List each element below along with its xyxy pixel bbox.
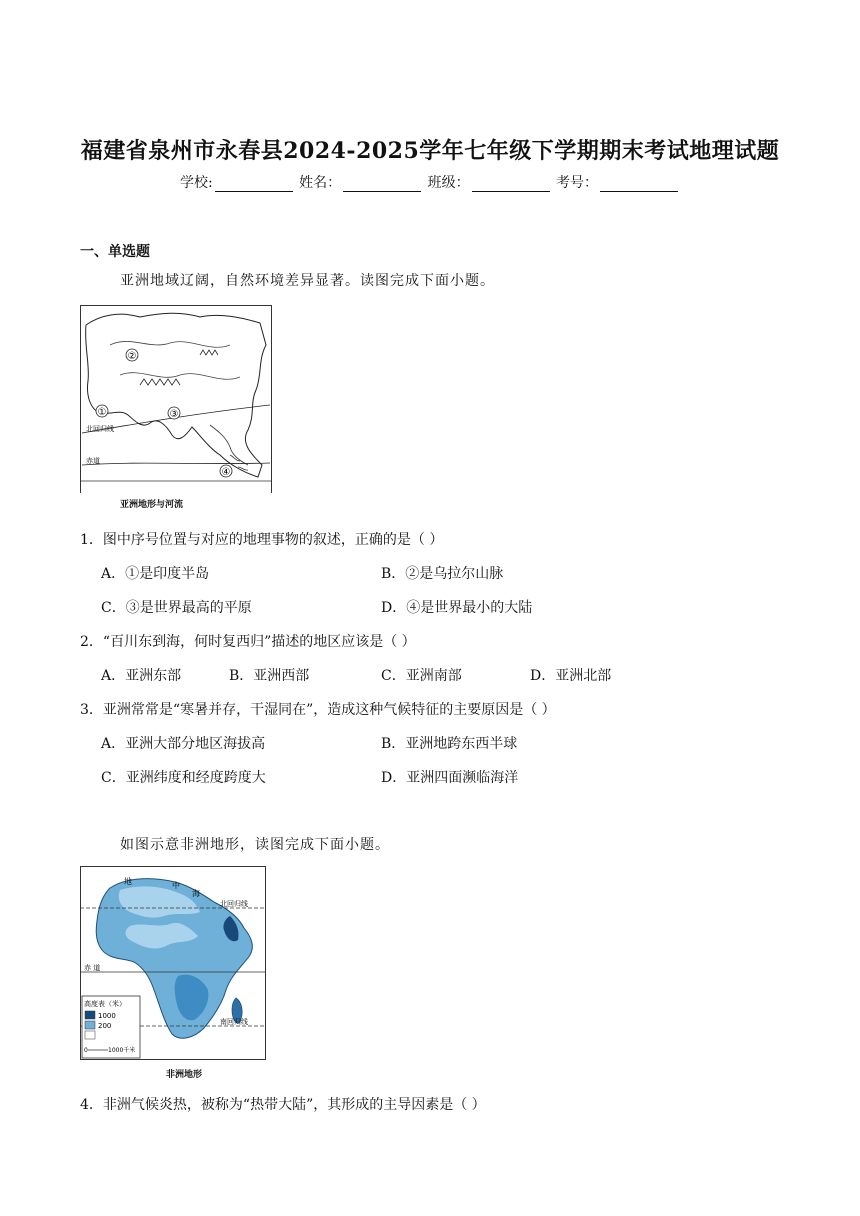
class-label: 班级：	[427, 175, 470, 191]
intro-asia: 亚洲地域辽阔，自然环境差异显著。读图完成下面小题。	[120, 273, 495, 289]
map1-label-4: ④	[221, 467, 231, 478]
map1-label-2: ②	[127, 351, 137, 362]
question-4: 4．非洲气候炎热，被称为“热带大陆”，其形成的主导因素是（ ）	[80, 1097, 486, 1113]
question-1: 1．图中序号位置与对应的地理事物的叙述，正确的是（ ）	[80, 532, 444, 548]
number-blank[interactable]	[600, 177, 678, 192]
map2-legend-title: 高度表（米）	[84, 1000, 126, 1008]
map1-label-3: ③	[169, 409, 179, 420]
q2-option-a[interactable]: A．亚洲东部	[101, 668, 182, 684]
africa-map-figure	[80, 866, 266, 1064]
map2-label-di: 地	[124, 877, 132, 886]
map2-label-zhong: 中	[172, 881, 180, 890]
q3-option-d[interactable]: D．亚洲四面濒临海洋	[381, 770, 519, 786]
map1-label-1: ①	[97, 407, 107, 418]
name-blank[interactable]	[343, 177, 421, 192]
intro-africa: 如图示意非洲地形，读图完成下面小题。	[120, 837, 390, 853]
map2-tropic-south: 南回归线	[220, 1018, 248, 1026]
africa-map	[80, 866, 266, 1064]
asia-map-caption: 亚洲地形与河流	[120, 500, 184, 510]
map2-scale-zero: 0	[84, 1047, 88, 1054]
map2-label-hai: 海	[192, 889, 200, 898]
map2-legend-1000: 1000	[98, 1012, 116, 1020]
asia-map	[80, 305, 272, 493]
q1-option-a[interactable]: A．①是印度半岛	[101, 566, 210, 582]
map1-tropic-label: 北回归线	[86, 425, 114, 433]
q3-option-c[interactable]: C．亚洲纬度和经度跨度大	[101, 770, 266, 786]
q2-option-c[interactable]: C．亚洲南部	[381, 668, 462, 684]
map2-equator: 赤 道	[84, 964, 101, 972]
map2-scale: 1000千米	[108, 1047, 136, 1054]
question-3: 3．亚洲常常是“寒暑并存，干湿同在”，造成这种气候特征的主要原因是（ ）	[80, 702, 556, 718]
section-heading: 一、单选题	[80, 244, 150, 260]
asia-map-figure	[80, 305, 272, 493]
q2-option-b[interactable]: B．亚洲西部	[229, 668, 310, 684]
africa-map-caption: 非洲地形	[166, 1070, 203, 1080]
q1-option-d[interactable]: D．④是世界最小的大陆	[381, 600, 533, 616]
student-info	[0, 172, 860, 192]
q3-option-a[interactable]: A．亚洲大部分地区海拔高	[101, 736, 266, 752]
map2-legend-200: 200	[98, 1022, 112, 1030]
q2-option-d[interactable]: D．亚洲北部	[530, 668, 612, 684]
school-blank[interactable]	[215, 177, 293, 192]
q3-option-b[interactable]: B．亚洲地跨东西半球	[381, 736, 518, 752]
question-2: 2．“百川东到海，何时复西归”描述的地区应该是（ ）	[80, 634, 416, 650]
page-title: 福建省泉州市永春县2024-2025学年七年级下学期期末考试地理试题	[80, 138, 780, 164]
q1-option-b[interactable]: B．②是乌拉尔山脉	[381, 566, 504, 582]
map1-equator-label: 赤道	[86, 457, 100, 465]
school-label: 学校:	[179, 175, 213, 191]
q1-option-c[interactable]: C．③是世界最高的平原	[101, 600, 252, 616]
map2-tropic-north: 北回归线	[220, 900, 248, 908]
name-label: 姓名：	[299, 175, 342, 191]
class-blank[interactable]	[472, 177, 550, 192]
number-label: 考号：	[556, 175, 599, 191]
